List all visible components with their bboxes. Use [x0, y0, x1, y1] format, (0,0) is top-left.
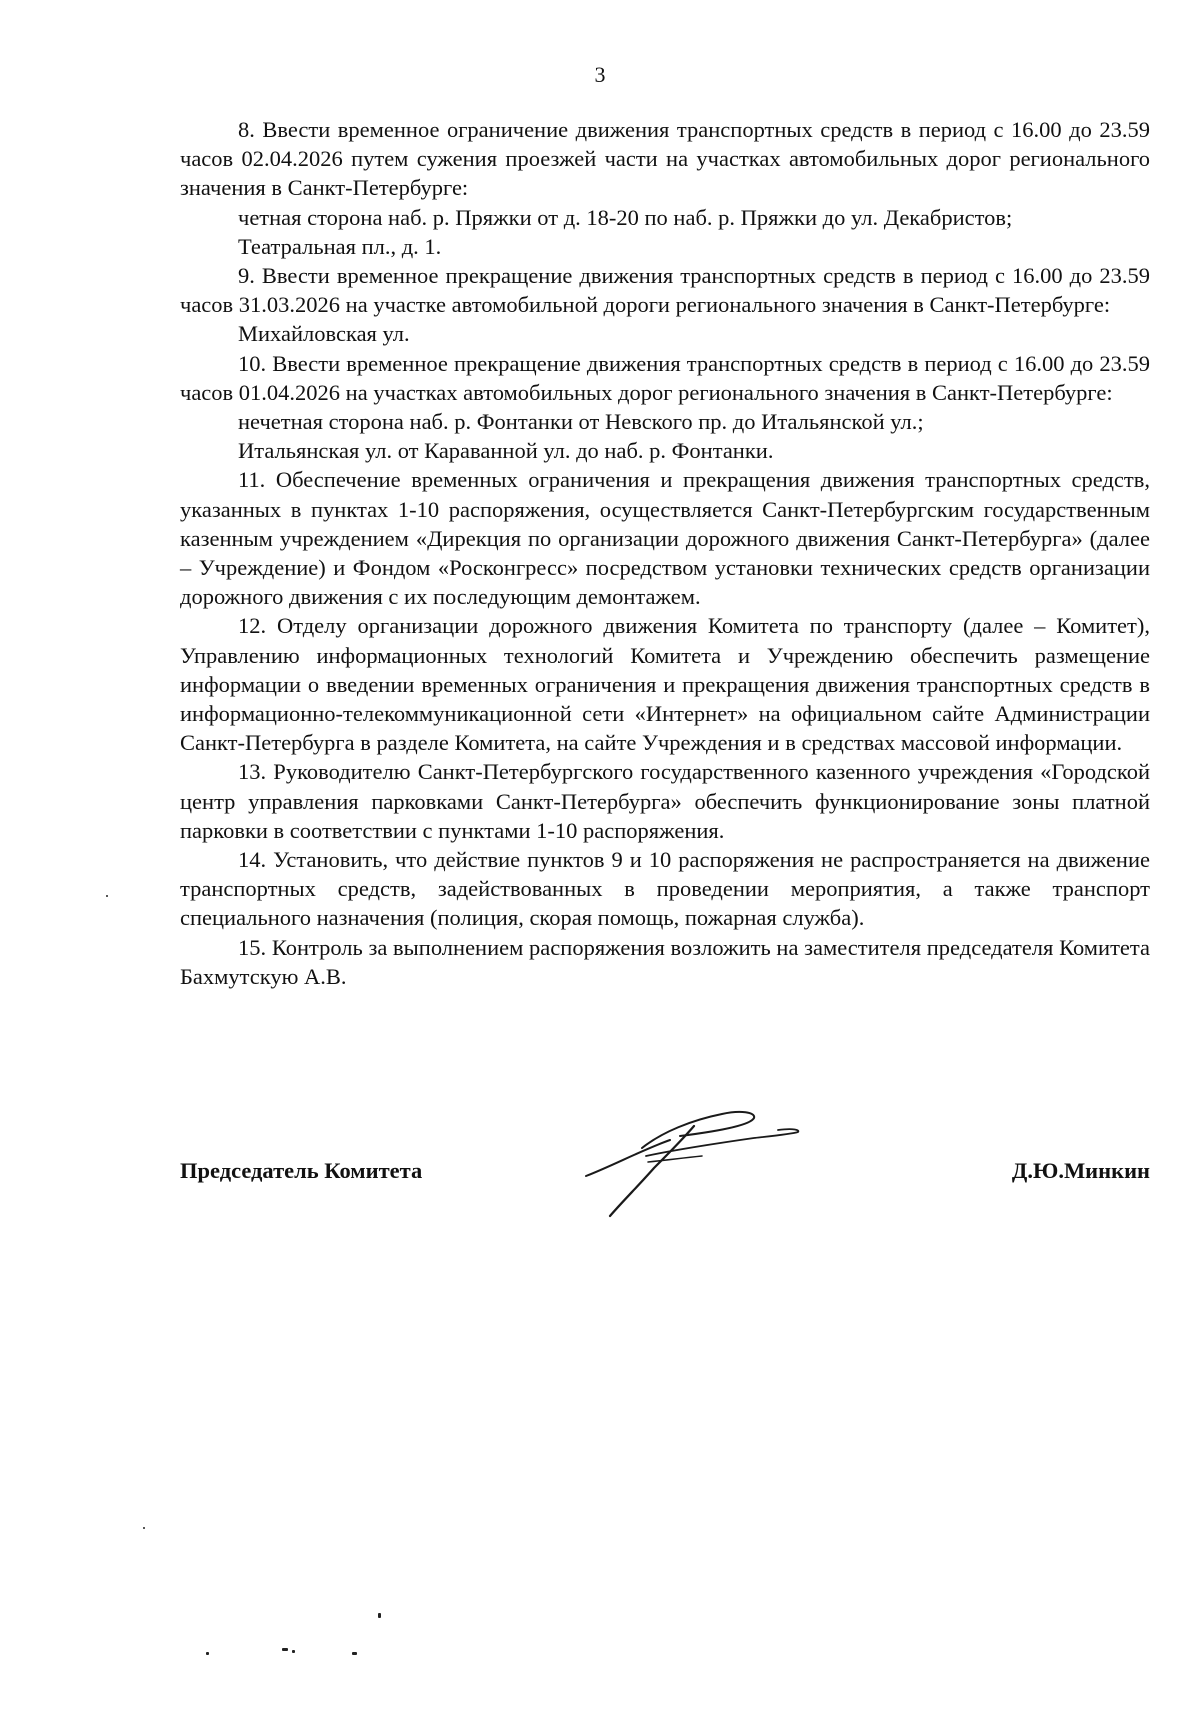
- paragraph-sub-mikhailovskaya: Михайловская ул.: [238, 321, 410, 347]
- paragraph-sub-italyanskaya: Итальянская ул. от Караванной ул. до наб. р. Фонтанки.: [238, 438, 774, 464]
- paragraph-item-14: 14. Установить, что действие пунктов 9 и 10 распоряжения не распространяется на движение транспортных средств, задействованных в проведении мероприятия, а также транспорт специального назначения (полиция, скорая помощь, пожарная служба).: [180, 847, 1150, 931]
- scan-speck: [206, 1652, 209, 1655]
- scan-speck: [282, 1648, 288, 1651]
- paragraph-sub-fontanka: нечетная сторона наб. р. Фонтанки от Невского пр. до Итальянской ул.;: [238, 409, 924, 435]
- paragraph-item-9: 9. Ввести временное прекращение движения транспортных средств в период с 16.00 до 23.59 часов 31.03.2026 на участке автомобильной дороги регионального значения в Санкт-Петербурге:: [180, 263, 1150, 318]
- paragraph-item-13: 13. Руководителю Санкт-Петербургского государственного казенного учреждения «Городской центр управления парковками Санкт-Петербурга» обеспечить функционирование зоны платной парковки в соответствии с пунктами 1-10 распоряжения.: [180, 759, 1150, 843]
- paragraph-item-15: 15. Контроль за выполнением распоряжения возложить на заместителя председателя Комитета Бахмутскую А.В.: [180, 934, 1150, 989]
- paragraph-sub-pryazhka: четная сторона наб. р. Пряжки от д. 18-20 по наб. р. Пряжки до ул. Декабристов;: [238, 204, 1013, 230]
- paragraph-item-11: 11. Обеспечение временных ограничения и прекращения движения транспортных средств, указанных в пунктах 1-10 распоряжения, осуществляется Санкт-Петербургским государственным казенным учреждением «Дирекция по организации дорожного движения Санкт-Петербурга» (далее – Учреждение) и Фондом «Росконгресс» посредством установки технических средств организации дорожного движения с их последующим демонтажем.: [180, 467, 1150, 610]
- scan-speck: [352, 1652, 357, 1655]
- scan-speck: [143, 1527, 145, 1529]
- handwritten-signature: [582, 1110, 802, 1220]
- scan-speck: [292, 1650, 295, 1653]
- signer-name: Д.Ю.Минкин: [1011, 1158, 1150, 1183]
- signer-title: Председатель Комитета: [180, 1158, 423, 1183]
- paragraph-item-8: 8. Ввести временное ограничение движения транспортных средств в период с 16.00 до 23.59 часов 02.04.2026 путем сужения проезжей части на участках автомобильных дорог регионального значения в Санкт-Петербурге:: [180, 117, 1150, 201]
- page-number: 3: [594, 62, 606, 87]
- document-body: [180, 115, 1150, 991]
- paragraph-sub-teatralnaya: Театральная пл., д. 1.: [238, 233, 442, 259]
- paragraph-item-10: 10. Ввести временное прекращение движения транспортных средств в период с 16.00 до 23.59 часов 01.04.2026 на участках автомобильных дорог регионального значения в Санкт-Петербурге:: [180, 350, 1150, 405]
- paragraph-item-12: 12. Отделу организации дорожного движения Комитета по транспорту (далее – Комитет), Управлению информационных технологий Комитета и Учреждению обеспечить размещение информации о введении временных ограничения и прекращения движения транспортных средств в информационно-телекоммуникационной сети «Интернет» на официальном сайте Администрации Санкт-Петербурга в разделе Комитета, на сайте Учреждения и в средствах массовой информации.: [180, 613, 1150, 756]
- scan-speck: [106, 895, 108, 897]
- scan-speck: [378, 1613, 381, 1618]
